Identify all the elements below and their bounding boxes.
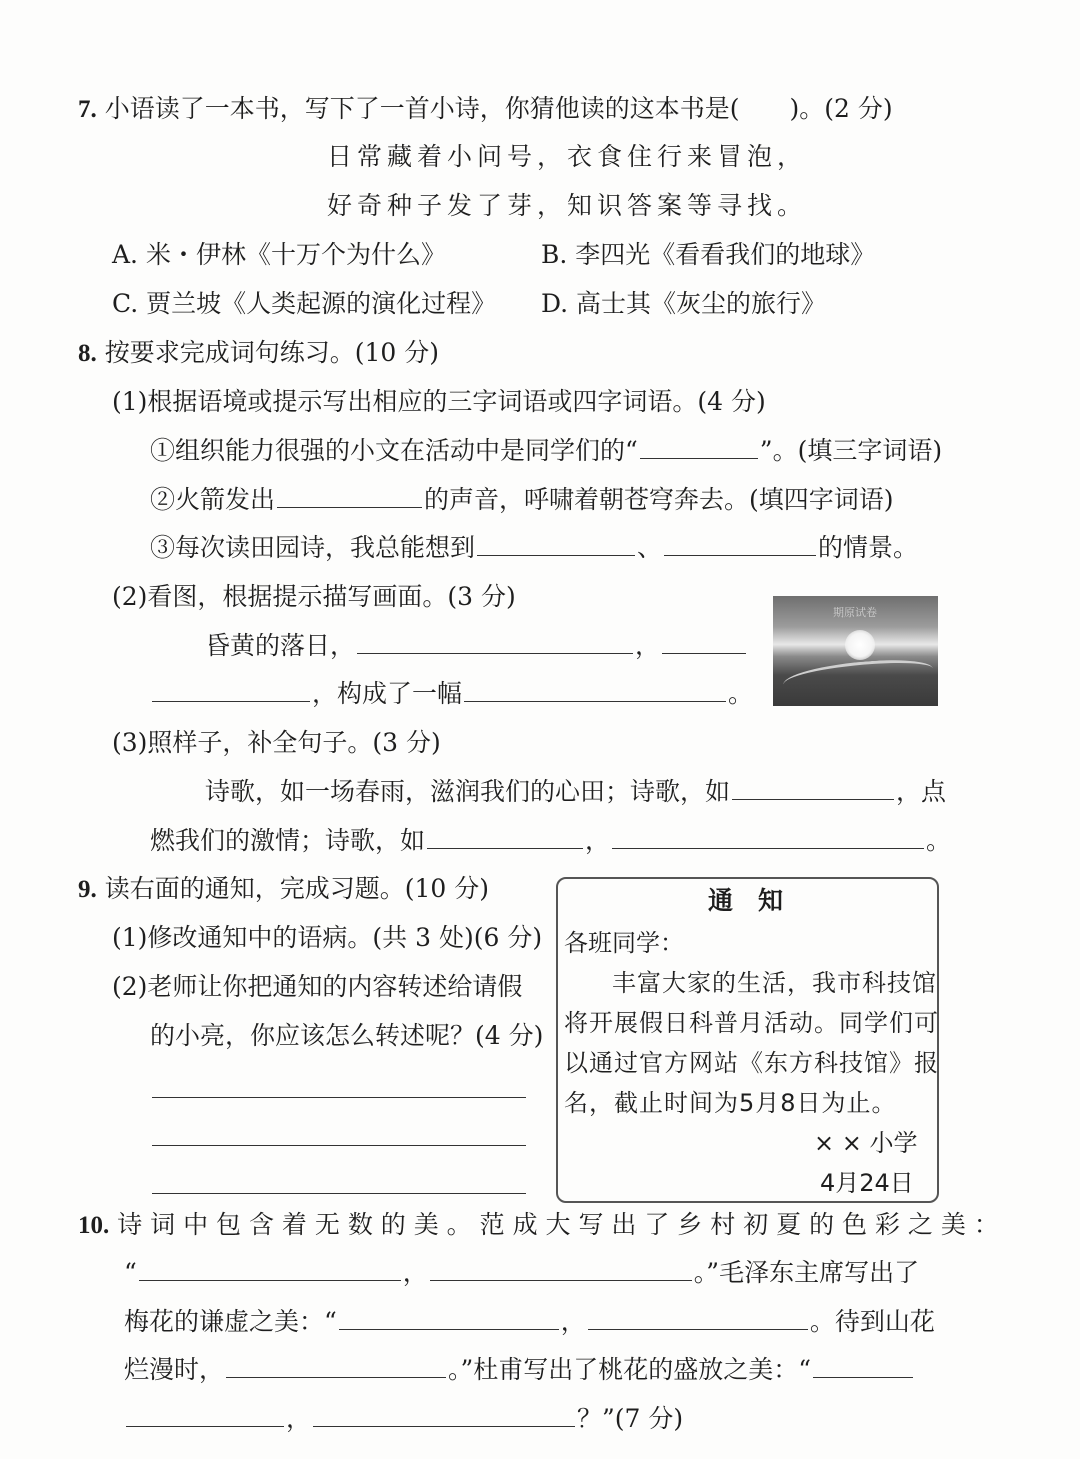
q10-blank6[interactable] <box>813 1355 913 1378</box>
q7-poem-line1: 日常藏着小问号，衣食住行来冒泡， <box>327 142 808 171</box>
q10-l2-post: 。”毛泽东主席写出了 <box>693 1258 920 1287</box>
q9-answer-line1[interactable] <box>152 1097 526 1098</box>
q8-p3-blank3[interactable] <box>612 826 924 849</box>
q8-p2-line2-mid: ，构成了一幅 <box>312 679 463 708</box>
notice-title: 通 知 <box>708 886 784 915</box>
q10-blank8[interactable] <box>313 1404 575 1427</box>
q10-l5-post: ？”(7 分) <box>577 1404 684 1433</box>
q7-number: 7. <box>78 96 97 123</box>
q10-blank4[interactable] <box>588 1307 808 1330</box>
q10-blank2[interactable] <box>430 1258 692 1281</box>
q8-item1-pre: ①组织能力很强的小文在活动中是同学们的“ <box>150 436 638 465</box>
photo-watermark: 期原试卷 <box>833 606 877 619</box>
q10-number: 10. <box>78 1212 110 1239</box>
q9-answer-line3[interactable] <box>152 1193 526 1194</box>
q7-poem-line2: 好奇种子发了芽，知识答案等寻找。 <box>327 191 808 220</box>
q9-number: 9. <box>78 876 97 903</box>
q10-line3 <box>124 1305 935 1339</box>
q8-p2-end: 。 <box>728 679 754 708</box>
q7-option-d: D. 高士其《灰尘的旅行》 <box>541 289 827 318</box>
notice-body-line1: 丰富大家的生活，我市科技馆 <box>612 969 937 997</box>
q8-p2-blank2[interactable] <box>662 631 746 654</box>
river-shape <box>782 657 934 696</box>
q8-item3-blank1[interactable] <box>477 533 635 556</box>
q8-item1-blank[interactable] <box>640 436 758 459</box>
notice-date: 4月24日 <box>820 1169 914 1197</box>
q8-part1-item3 <box>150 531 918 565</box>
q10-l4-pre: 烂漫时， <box>124 1355 225 1384</box>
q10-l2-comma: ， <box>402 1258 428 1287</box>
notice-body-line3: 以通过官方网站《东方科技馆》报 <box>564 1049 939 1077</box>
q7-option-c: C. 贾兰坡《人类起源的演化过程》 <box>112 289 497 318</box>
q8-part3-title: (3)照样子，补全句子。(3 分) <box>112 728 441 757</box>
q8-p3-end: 。 <box>926 826 952 855</box>
q8-p2-comma: ， <box>635 631 661 660</box>
q8-item3-blank2[interactable] <box>664 533 816 556</box>
q8-part1-item1 <box>150 434 942 468</box>
q8-item2-post: 的声音，呼啸着朝苍穹奔去。(填四字词语) <box>424 485 894 514</box>
q8-p3-line2-pre: 燃我们的激情；诗歌，如 <box>150 826 426 855</box>
q8-p2-blank4[interactable] <box>464 679 726 702</box>
q9-part2-line2: 的小亮，你应该怎么转述呢？(4 分) <box>150 1021 544 1050</box>
q10-l2-open: “ <box>124 1258 137 1287</box>
q10-l3-post: 。待到山花 <box>809 1307 935 1336</box>
q9-part2-line1: (2)老师让你把通知的内容转述给请假 <box>112 972 523 1001</box>
q9-stem: 读右面的通知，完成习题。(10 分) <box>104 874 489 903</box>
notice-box <box>556 877 939 1203</box>
q8-item3-post: 的情景。 <box>818 533 919 562</box>
q8-p2-blank1[interactable] <box>357 631 633 654</box>
q8-part2-title: (2)看图，根据提示描写画面。(3 分) <box>112 582 516 611</box>
q8-p2-blank3[interactable] <box>152 679 310 702</box>
q10-l5-comma: ， <box>286 1404 312 1433</box>
q7-option-b: B. 李四光《看看我们的地球》 <box>541 240 876 269</box>
notice-greeting: 各班同学： <box>564 929 684 957</box>
q8-part2-line2 <box>150 677 753 711</box>
q10-blank1[interactable] <box>139 1258 401 1281</box>
q8-part3-line1 <box>205 775 946 809</box>
q8-p2-line1-pre: 昏黄的落日， <box>205 631 356 660</box>
q8-number: 8. <box>78 340 97 367</box>
q10-blank7[interactable] <box>126 1404 284 1427</box>
q7-stem-line <box>78 92 893 127</box>
q10-line1-text: 诗 词 中 包 含 着 无 数 的 美 。 范 成 大 写 出 了 乡 村 初 夏 的 色 彩 之 美 ： <box>117 1210 999 1239</box>
q9-answer-line2[interactable] <box>152 1145 526 1146</box>
notice-body-line4: 名，截止时间为5月8日为止。 <box>564 1089 897 1117</box>
q7-stem: 小语读了一本书，写下了一首小诗，你猜他读的这本书是( )。(2 分) <box>104 94 893 123</box>
q8-stem-line <box>78 336 439 371</box>
q8-part3-line2 <box>150 824 951 858</box>
notice-body-line2: 将开展假日科普月活动。同学们可 <box>564 1009 939 1037</box>
q8-item1-post: ”。(填三字词语) <box>759 436 943 465</box>
q10-line5 <box>124 1402 683 1436</box>
q10-blank5[interactable] <box>226 1355 446 1378</box>
q8-item2-blank[interactable] <box>277 485 422 508</box>
q8-item3-pre: ③每次读田园诗，我总能想到 <box>150 533 476 562</box>
q8-part2-line1 <box>205 629 748 663</box>
q8-item3-sep: 、 <box>637 533 663 562</box>
sun-shape <box>845 630 875 660</box>
q10-blank3[interactable] <box>339 1307 559 1330</box>
q8-item2-pre: ②火箭发出 <box>150 485 276 514</box>
q7-option-a: A. 米・伊林《十万个为什么》 <box>112 240 446 269</box>
q9-part1: (1)修改通知中的语病。(共 3 处)(6 分) <box>112 923 543 952</box>
q8-part1-title: (1)根据语境或提示写出相应的三字词语或四字词语。(4 分) <box>112 387 766 416</box>
sunset-photo <box>773 596 938 706</box>
q8-p3-blank1[interactable] <box>732 777 894 800</box>
notice-signer: × × 小学 <box>814 1129 918 1157</box>
q8-p3-comma: ， <box>585 826 611 855</box>
q8-p3-blank2[interactable] <box>427 826 583 849</box>
q10-l3-comma: ， <box>560 1307 586 1336</box>
q10-line1 <box>78 1208 999 1243</box>
q9-stem-line <box>78 872 489 907</box>
q10-line2 <box>124 1256 919 1290</box>
q10-l3-pre: 梅花的谦虚之美：“ <box>124 1307 337 1336</box>
q8-p3-line1-post: ，点 <box>896 777 947 806</box>
q8-part1-item2 <box>150 483 894 517</box>
q8-p3-line1-pre: 诗歌，如一场春雨，滋润我们的心田；诗歌，如 <box>205 777 731 806</box>
q10-l4-post: 。”杜甫写出了桃花的盛放之美：“ <box>448 1355 812 1384</box>
q8-stem: 按要求完成词句练习。(10 分) <box>104 338 439 367</box>
q10-line4 <box>124 1353 915 1387</box>
